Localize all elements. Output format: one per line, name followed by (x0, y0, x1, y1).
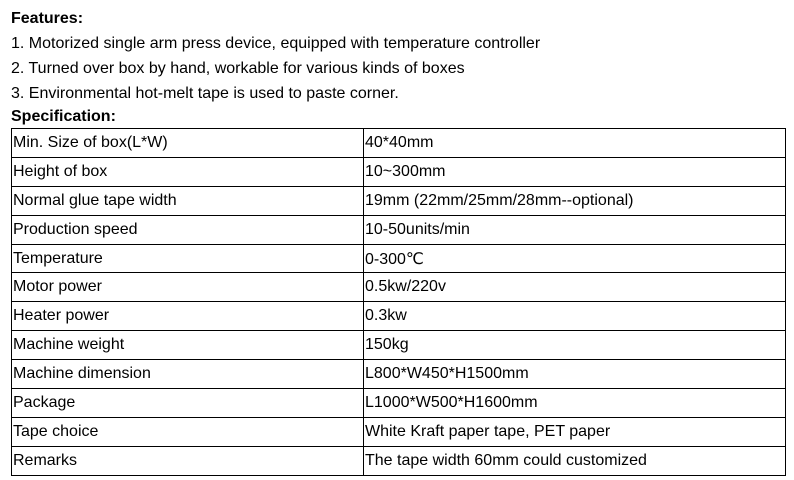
spec-value: 40*40mm (364, 129, 786, 158)
table-row (12, 186, 786, 215)
feature-item-2: 2. Turned over box by hand, workable for various kinds of boxes (11, 60, 465, 77)
spec-value: The tape width 60mm could customized (364, 446, 786, 475)
table-row (12, 129, 786, 158)
spec-label: Tape choice (12, 417, 364, 446)
spec-value: 0.3kw (364, 302, 786, 331)
spec-value: 150kg (364, 331, 786, 360)
spec-value: 0-300℃ (364, 244, 786, 273)
spec-label: Temperature (12, 244, 364, 273)
spec-label: Machine weight (12, 331, 364, 360)
spec-value: 19mm (22mm/25mm/28mm--optional) (364, 186, 786, 215)
table-row (12, 302, 786, 331)
specification-table (11, 128, 786, 476)
table-row (12, 446, 786, 475)
feature-item-3: 3. Environmental hot-melt tape is used to paste corner. (11, 85, 399, 102)
table-row (12, 215, 786, 244)
spec-value: L800*W450*H1500mm (364, 360, 786, 389)
spec-label: Machine dimension (12, 360, 364, 389)
specification-heading: Specification: (11, 108, 116, 125)
spec-value: 10~300mm (364, 157, 786, 186)
spec-value: White Kraft paper tape, PET paper (364, 417, 786, 446)
spec-label: Heater power (12, 302, 364, 331)
table-row (12, 389, 786, 418)
table-row (12, 244, 786, 273)
features-heading: Features: (11, 10, 84, 27)
spec-label: Min. Size of box(L*W) (12, 129, 364, 158)
table-row (12, 273, 786, 302)
document (11, 6, 783, 476)
spec-label: Remarks (12, 446, 364, 475)
spec-value: 10-50units/min (364, 215, 786, 244)
spec-value: L1000*W500*H1600mm (364, 389, 786, 418)
spec-value: 0.5kw/220v (364, 273, 786, 302)
table-row (12, 360, 786, 389)
spec-label: Height of box (12, 157, 364, 186)
spec-label: Package (12, 389, 364, 418)
spec-label: Normal glue tape width (12, 186, 364, 215)
spec-label: Motor power (12, 273, 364, 302)
spec-label: Production speed (12, 215, 364, 244)
table-row (12, 157, 786, 186)
table-row (12, 331, 786, 360)
feature-item-1: 1. Motorized single arm press device, equipped with temperature controller (11, 35, 541, 52)
table-row (12, 417, 786, 446)
